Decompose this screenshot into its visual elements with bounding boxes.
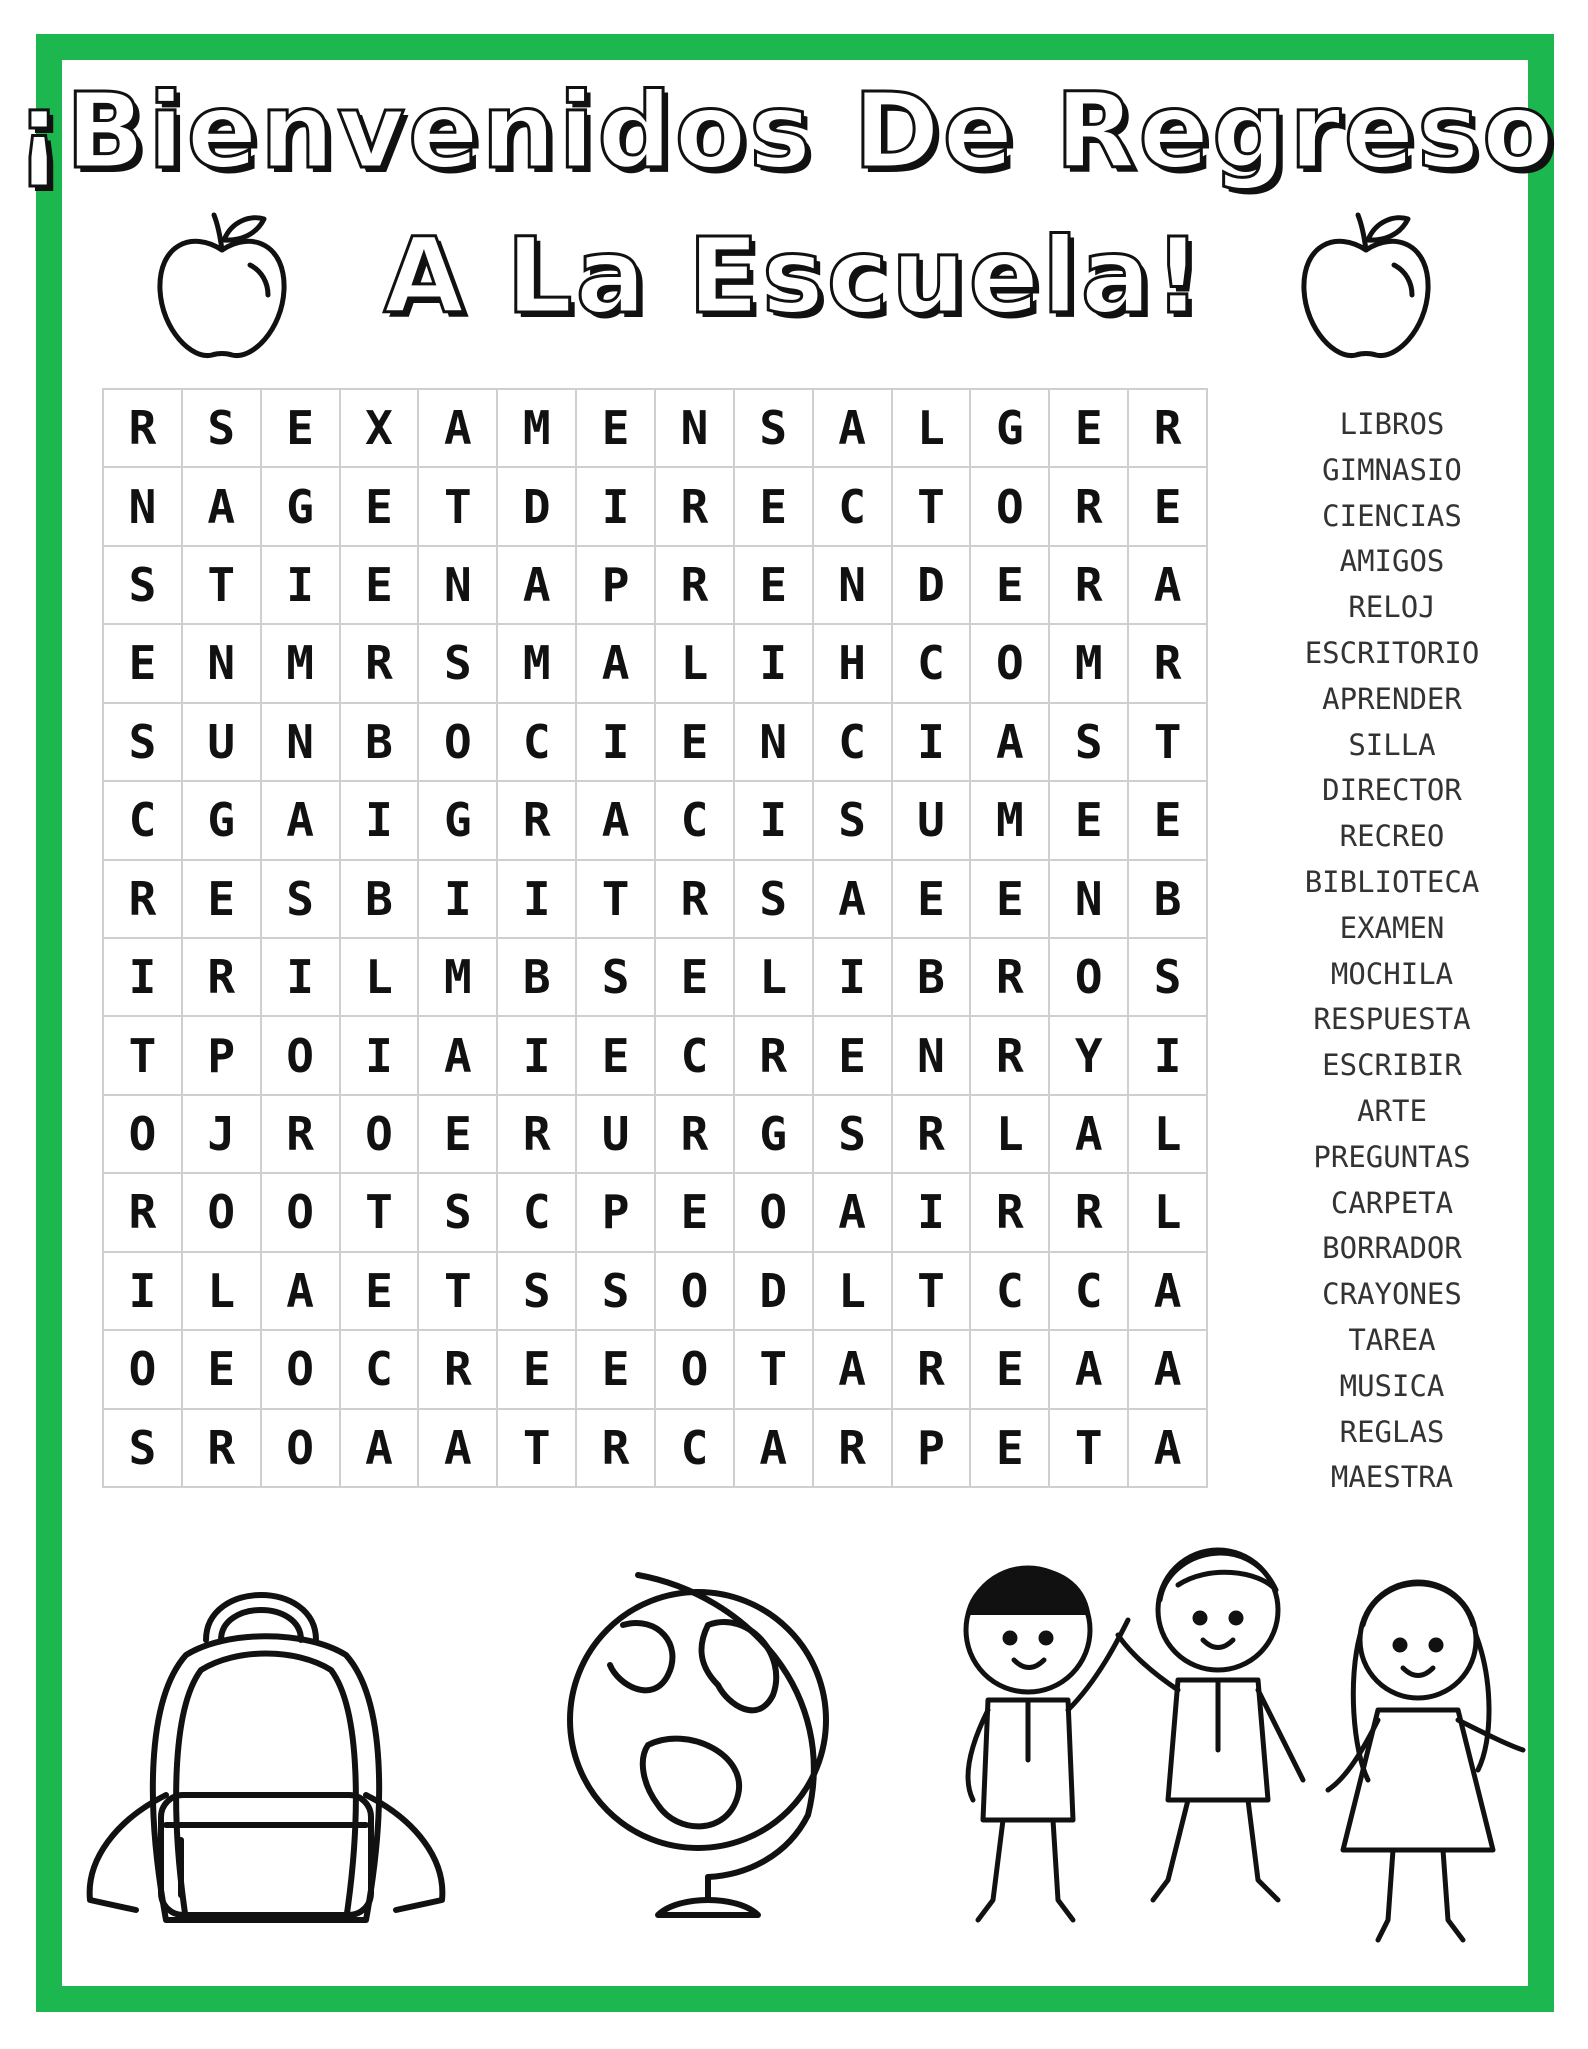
grid-cell: E — [577, 390, 656, 468]
grid-cell: C — [893, 625, 972, 703]
grid-cell: E — [971, 547, 1050, 625]
grid-cell: E — [735, 547, 814, 625]
word-list-item: AMIGOS — [1339, 544, 1445, 579]
grid-cell: N — [183, 625, 262, 703]
grid-cell: R — [104, 1174, 183, 1252]
grid-cell: E — [971, 861, 1050, 939]
grid-cell: E — [577, 1017, 656, 1095]
title-line-2: A La Escuela! — [383, 215, 1205, 337]
word-list-item: PREGUNTAS — [1313, 1139, 1471, 1174]
grid-cell: P — [577, 1174, 656, 1252]
grid-cell: I — [735, 625, 814, 703]
grid-cell: R — [577, 1410, 656, 1488]
grid-cell: E — [183, 1331, 262, 1409]
word-list-item: ESCRITORIO — [1304, 635, 1480, 670]
grid-cell: O — [1050, 939, 1129, 1017]
grid-cell: P — [893, 1410, 972, 1488]
grid-cell: O — [419, 704, 498, 782]
grid-cell: I — [104, 1253, 183, 1331]
grid-cell: G — [183, 782, 262, 860]
word-list-item: MAESTRA — [1330, 1460, 1454, 1495]
grid-cell: P — [183, 1017, 262, 1095]
word-list-item: CIENCIAS — [1322, 498, 1462, 533]
grid-cell: E — [1050, 782, 1129, 860]
apple-icon — [1296, 205, 1436, 365]
word-list-item: RESPUESTA — [1313, 1002, 1471, 1037]
word-list-item: DIRECTOR — [1322, 773, 1462, 808]
grid-cell: R — [971, 1017, 1050, 1095]
grid-cell: A — [735, 1410, 814, 1488]
grid-cell: S — [1050, 704, 1129, 782]
grid-cell: E — [1050, 390, 1129, 468]
grid-cell: S — [104, 1410, 183, 1488]
grid-cell: D — [498, 468, 577, 546]
grid-cell: E — [971, 1331, 1050, 1409]
grid-cell: I — [498, 861, 577, 939]
grid-cell: E — [656, 939, 735, 1017]
grid-cell: R — [656, 1096, 735, 1174]
grid-cell: C — [656, 1017, 735, 1095]
grid-cell: A — [1129, 1331, 1208, 1409]
grid-cell: A — [577, 782, 656, 860]
globe-icon — [548, 1555, 848, 1935]
grid-cell: A — [262, 782, 341, 860]
grid-cell: C — [971, 1253, 1050, 1331]
grid-cell: U — [893, 782, 972, 860]
grid-cell: I — [498, 1017, 577, 1095]
word-list-item: TAREA — [1348, 1322, 1436, 1357]
grid-cell: I — [893, 1174, 972, 1252]
grid-cell: C — [1050, 1253, 1129, 1331]
grid-cell: L — [735, 939, 814, 1017]
grid-cell: R — [498, 782, 577, 860]
grid-cell: A — [1129, 1410, 1208, 1488]
grid-cell: L — [1129, 1174, 1208, 1252]
grid-cell: L — [971, 1096, 1050, 1174]
grid-cell: S — [498, 1253, 577, 1331]
grid-cell: S — [262, 861, 341, 939]
grid-cell: L — [183, 1253, 262, 1331]
grid-cell: X — [341, 390, 420, 468]
grid-cell: B — [341, 704, 420, 782]
grid-cell: E — [577, 1331, 656, 1409]
grid-cell: I — [577, 468, 656, 546]
grid-cell: T — [893, 468, 972, 546]
grid-cell: A — [814, 1174, 893, 1252]
word-list-item: GIMNASIO — [1322, 452, 1462, 487]
backpack-icon — [76, 1560, 456, 1940]
grid-cell: N — [419, 547, 498, 625]
word-list-item: RECREO — [1339, 819, 1445, 854]
grid-cell: S — [1129, 939, 1208, 1017]
grid-cell: C — [498, 704, 577, 782]
grid-cell: E — [341, 1253, 420, 1331]
grid-cell: O — [971, 468, 1050, 546]
word-list-item: BORRADOR — [1322, 1231, 1462, 1266]
grid-cell: R — [1050, 468, 1129, 546]
grid-cell: I — [735, 782, 814, 860]
grid-cell: M — [1050, 625, 1129, 703]
grid-cell: S — [814, 782, 893, 860]
grid-cell: S — [735, 861, 814, 939]
grid-cell: R — [183, 1410, 262, 1488]
grid-cell: R — [735, 1017, 814, 1095]
grid-cell: E — [656, 1174, 735, 1252]
grid-cell: S — [183, 390, 262, 468]
grid-cell: O — [262, 1174, 341, 1252]
grid-cell: T — [1050, 1410, 1129, 1488]
grid-cell: C — [814, 468, 893, 546]
grid-cell: I — [341, 782, 420, 860]
word-list-item: RELOJ — [1348, 590, 1436, 625]
grid-cell: U — [183, 704, 262, 782]
grid-cell: O — [341, 1096, 420, 1174]
grid-cell: I — [262, 939, 341, 1017]
grid-cell: O — [183, 1174, 262, 1252]
word-list-item: ESCRIBIR — [1322, 1048, 1462, 1083]
grid-cell: I — [262, 547, 341, 625]
grid-cell: O — [735, 1174, 814, 1252]
title-line-1: ¡Bienvenidos De Regreso — [15, 70, 1557, 192]
grid-cell: S — [419, 625, 498, 703]
grid-cell: S — [104, 704, 183, 782]
grid-cell: A — [183, 468, 262, 546]
grid-cell: O — [104, 1096, 183, 1174]
grid-cell: G — [971, 390, 1050, 468]
grid-cell: G — [419, 782, 498, 860]
grid-cell: U — [577, 1096, 656, 1174]
grid-cell: M — [419, 939, 498, 1017]
grid-cell: N — [893, 1017, 972, 1095]
grid-cell: T — [183, 547, 262, 625]
grid-cell: A — [419, 1017, 498, 1095]
grid-cell: E — [183, 861, 262, 939]
grid-cell: A — [577, 625, 656, 703]
grid-cell: R — [656, 861, 735, 939]
grid-cell: A — [1129, 547, 1208, 625]
grid-cell: I — [419, 861, 498, 939]
grid-cell: R — [656, 468, 735, 546]
grid-cell: O — [656, 1253, 735, 1331]
word-list-item: ARTE — [1357, 1093, 1427, 1128]
grid-cell: N — [262, 704, 341, 782]
grid-cell: O — [262, 1410, 341, 1488]
grid-cell: O — [262, 1331, 341, 1409]
grid-cell: T — [893, 1253, 972, 1331]
word-list-item: APRENDER — [1322, 681, 1462, 716]
grid-cell: R — [893, 1096, 972, 1174]
grid-cell: E — [814, 1017, 893, 1095]
grid-cell: G — [262, 468, 341, 546]
grid-cell: S — [419, 1174, 498, 1252]
children-icon — [948, 1520, 1528, 1960]
grid-cell: E — [656, 704, 735, 782]
grid-cell: L — [656, 625, 735, 703]
grid-cell: T — [1129, 704, 1208, 782]
grid-cell: S — [104, 547, 183, 625]
grid-cell: E — [498, 1331, 577, 1409]
grid-cell: M — [971, 782, 1050, 860]
grid-cell: T — [419, 1253, 498, 1331]
grid-cell: T — [498, 1410, 577, 1488]
grid-cell: T — [577, 861, 656, 939]
grid-cell: A — [814, 390, 893, 468]
grid-cell: H — [814, 625, 893, 703]
grid-cell: E — [1129, 782, 1208, 860]
word-list-item: LIBROS — [1339, 407, 1445, 441]
grid-cell: R — [1050, 547, 1129, 625]
grid-cell: O — [656, 1331, 735, 1409]
word-list-item: MOCHILA — [1330, 956, 1454, 991]
grid-cell: T — [735, 1331, 814, 1409]
grid-cell: O — [262, 1017, 341, 1095]
grid-cell: R — [262, 1096, 341, 1174]
grid-cell: S — [577, 1253, 656, 1331]
grid-cell: M — [498, 625, 577, 703]
grid-cell: A — [814, 861, 893, 939]
grid-cell: O — [104, 1331, 183, 1409]
word-list-item: MUSICA — [1339, 1368, 1445, 1403]
grid-cell: A — [419, 390, 498, 468]
grid-cell: R — [971, 939, 1050, 1017]
grid-cell: E — [341, 547, 420, 625]
grid-cell: C — [656, 782, 735, 860]
grid-cell: I — [341, 1017, 420, 1095]
grid-cell: R — [183, 939, 262, 1017]
grid-cell: N — [814, 547, 893, 625]
grid-cell: E — [419, 1096, 498, 1174]
grid-cell: L — [893, 390, 972, 468]
grid-cell: N — [1050, 861, 1129, 939]
grid-cell: E — [341, 468, 420, 546]
grid-cell: A — [971, 704, 1050, 782]
grid-cell: S — [814, 1096, 893, 1174]
grid-cell: N — [735, 704, 814, 782]
grid-cell: C — [814, 704, 893, 782]
grid-cell: A — [814, 1331, 893, 1409]
grid-cell: T — [419, 468, 498, 546]
grid-cell: C — [341, 1331, 420, 1409]
grid-cell: E — [262, 390, 341, 468]
grid-cell: R — [104, 390, 183, 468]
grid-cell: Y — [1050, 1017, 1129, 1095]
grid-cell: E — [735, 468, 814, 546]
grid-cell: T — [341, 1174, 420, 1252]
grid-cell: T — [104, 1017, 183, 1095]
apple-icon — [152, 205, 292, 365]
grid-cell: B — [1129, 861, 1208, 939]
grid-cell: A — [341, 1410, 420, 1488]
grid-cell: E — [893, 861, 972, 939]
grid-cell: C — [656, 1410, 735, 1488]
grid-cell: I — [814, 939, 893, 1017]
word-list-item: SILLA — [1348, 727, 1436, 762]
grid-cell: E — [971, 1410, 1050, 1488]
grid-cell: R — [104, 861, 183, 939]
grid-cell: G — [735, 1096, 814, 1174]
grid-cell: N — [656, 390, 735, 468]
grid-cell: S — [577, 939, 656, 1017]
word-list-item: EXAMEN — [1339, 910, 1445, 945]
grid-cell: S — [735, 390, 814, 468]
grid-cell: C — [104, 782, 183, 860]
grid-cell: I — [893, 704, 972, 782]
grid-cell: C — [498, 1174, 577, 1252]
grid-cell: R — [893, 1331, 972, 1409]
grid-cell: R — [341, 625, 420, 703]
grid-cell: L — [814, 1253, 893, 1331]
grid-cell: L — [1129, 1096, 1208, 1174]
grid-cell: J — [183, 1096, 262, 1174]
grid-cell: R — [1129, 390, 1208, 468]
grid-cell: R — [656, 547, 735, 625]
grid-cell: I — [577, 704, 656, 782]
grid-cell: A — [419, 1410, 498, 1488]
grid-cell: D — [735, 1253, 814, 1331]
grid-cell: A — [498, 547, 577, 625]
grid-cell: R — [498, 1096, 577, 1174]
word-list-item: CRAYONES — [1322, 1277, 1462, 1312]
grid-cell: A — [1129, 1253, 1208, 1331]
grid-cell: R — [419, 1331, 498, 1409]
grid-cell: L — [341, 939, 420, 1017]
grid-cell: A — [1050, 1096, 1129, 1174]
grid-cell: A — [1050, 1331, 1129, 1409]
grid-cell: B — [341, 861, 420, 939]
grid-cell: I — [104, 939, 183, 1017]
word-search-grid — [102, 388, 1208, 1488]
word-list-item: REGLAS — [1339, 1414, 1445, 1449]
grid-cell: B — [893, 939, 972, 1017]
grid-cell: M — [498, 390, 577, 468]
grid-cell: D — [893, 547, 972, 625]
word-list — [1270, 402, 1514, 1501]
word-list-item: CARPETA — [1330, 1185, 1454, 1220]
grid-cell: B — [498, 939, 577, 1017]
grid-cell: M — [262, 625, 341, 703]
grid-cell: P — [577, 547, 656, 625]
word-list-item: BIBLIOTECA — [1304, 864, 1480, 899]
grid-cell: R — [971, 1174, 1050, 1252]
grid-cell: E — [1129, 468, 1208, 546]
grid-cell: R — [1050, 1174, 1129, 1252]
grid-cell: R — [1129, 625, 1208, 703]
grid-cell: N — [104, 468, 183, 546]
grid-cell: R — [814, 1410, 893, 1488]
grid-cell: I — [1129, 1017, 1208, 1095]
grid-cell: A — [262, 1253, 341, 1331]
grid-cell: E — [104, 625, 183, 703]
grid-cell: O — [971, 625, 1050, 703]
